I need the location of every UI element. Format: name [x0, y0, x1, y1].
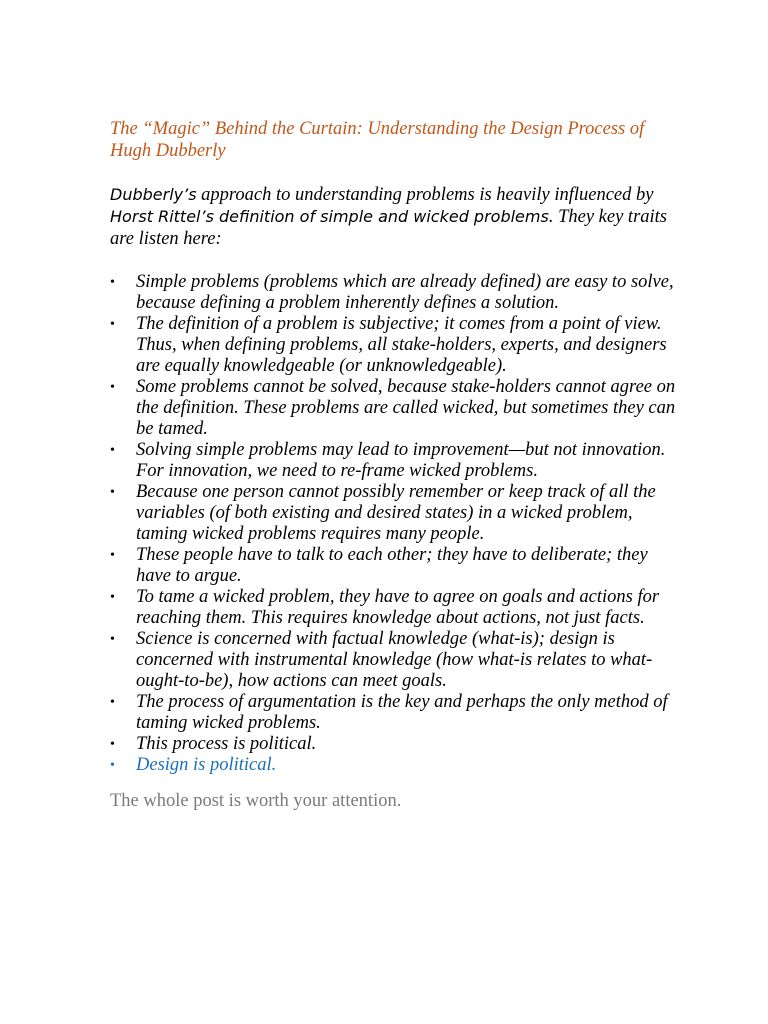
list-item-text: Some problems cannot be solved, because stake-holders cannot agree on the definition. These problems are called wicked, but sometimes they can be tamed.: [136, 377, 676, 439]
list-item: [110, 272, 682, 314]
list-item: [110, 692, 682, 734]
design-is-political-link[interactable]: Design is political.: [136, 755, 277, 775]
bullet-icon: •: [110, 695, 115, 710]
list-item: [110, 629, 682, 692]
footer-text: The whole post is worth your attention.: [110, 791, 402, 811]
intro-text-1: approach to understanding problems is heavily influenced by: [196, 185, 654, 205]
bullet-icon: •: [110, 317, 115, 332]
list-item: [110, 482, 682, 545]
intro-text-2: . They key traits are listen here:: [110, 207, 667, 249]
traits-list: [110, 272, 682, 776]
list-item: [110, 545, 682, 587]
list-item-text: Simple problems (problems which are already defined) are easy to solve, because defining a problem inherently defines a solution.: [136, 272, 674, 313]
intro-paragraph: [110, 184, 682, 250]
list-item-link: [110, 755, 682, 776]
intro-rittel-reference: Horst Rittel’s definition of simple and wicked problems: [110, 207, 549, 226]
bullet-icon: •: [110, 485, 115, 500]
intro-author-name: Dubberly’s: [110, 185, 197, 204]
bullet-icon: •: [110, 758, 115, 773]
list-item: [110, 734, 682, 755]
list-item-text: Solving simple problems may lead to improvement—but not innovation. For innovation, we need to re-frame wicked problems.: [136, 440, 666, 481]
list-item-text: Because one person cannot possibly remember or keep track of all the variables (of both existing and desired states) in a wicked problem, taming wicked problems requires many people.: [136, 482, 656, 544]
list-item-text: This process is political.: [136, 734, 317, 754]
bullet-icon: •: [110, 737, 115, 752]
list-item: [110, 377, 682, 440]
list-item: [110, 587, 682, 629]
list-item-text: These people have to talk to each other; they have to deliberate; they have to argue.: [136, 545, 648, 586]
bullet-icon: •: [110, 548, 115, 563]
list-item-text: To tame a wicked problem, they have to agree on goals and actions for reaching them. This requires knowledge about actions, not just facts.: [136, 587, 660, 628]
bullet-icon: •: [110, 380, 115, 395]
list-item-text: The process of argumentation is the key and perhaps the only method of taming wicked problems.: [136, 692, 668, 733]
list-item: [110, 314, 682, 377]
document-title: The “Magic” Behind the Curtain: Understanding the Design Process of Hugh Dubberly: [110, 119, 645, 161]
bullet-icon: •: [110, 590, 115, 605]
document-page: [110, 118, 682, 812]
list-item-text: Science is concerned with factual knowledge (what-is); design is concerned with instrumental knowledge (how what-is relates to what-ought-to-be), how actions can meet goals.: [136, 629, 653, 691]
list-item-text: The definition of a problem is subjective; it comes from a point of view. Thus, when defining problems, all stake-holders, experts, and designers are equally knowledgeable (or unknowledgeable).: [136, 314, 667, 376]
list-item: [110, 440, 682, 482]
bullet-icon: •: [110, 275, 115, 290]
bullet-icon: •: [110, 632, 115, 647]
bullet-icon: •: [110, 443, 115, 458]
